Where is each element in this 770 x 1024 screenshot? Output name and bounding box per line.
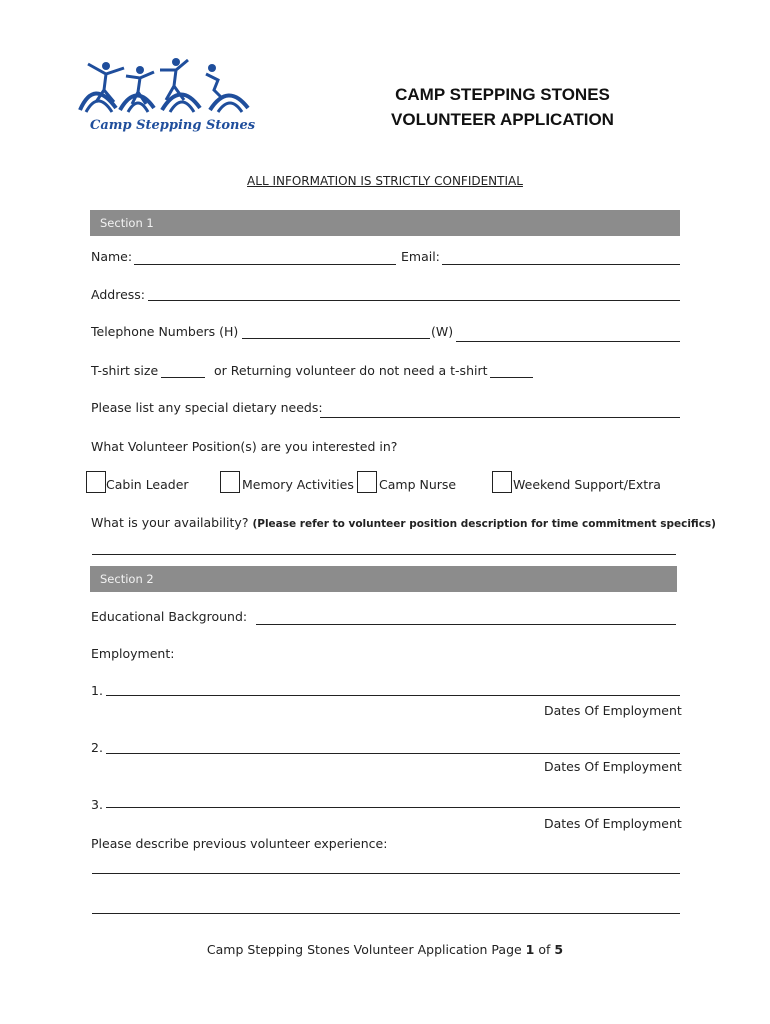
dietary-needs-field[interactable] bbox=[320, 417, 680, 418]
name-label: Name: bbox=[91, 249, 133, 264]
footer-text: Camp Stepping Stones Volunteer Application Page bbox=[206, 942, 526, 957]
employment-number-3: 3. bbox=[91, 797, 103, 812]
tshirt-size-field[interactable] bbox=[161, 377, 205, 378]
cabin-leader-label: Cabin Leader bbox=[106, 477, 189, 492]
employment-field-3[interactable] bbox=[106, 807, 680, 808]
confidential-notice: ALL INFORMATION IS STRICTLY CONFIDENTIAL bbox=[247, 174, 523, 188]
volunteer-experience-field-1[interactable] bbox=[92, 873, 680, 874]
logo-text: Camp Stepping Stones bbox=[90, 118, 256, 133]
dietary-needs-label: Please list any special dietary needs: bbox=[91, 400, 323, 415]
returning-volunteer-label: or Returning volunteer do not need a t-shirt bbox=[214, 363, 488, 378]
page-title-line2: VOLUNTEER APPLICATION bbox=[391, 110, 614, 129]
availability-note: (Please refer to volunteer position description for time commitment specifics) bbox=[252, 518, 716, 530]
employment-field-1[interactable] bbox=[106, 695, 680, 696]
section-2-header: Section 2 bbox=[90, 566, 677, 592]
education-field[interactable] bbox=[256, 624, 676, 625]
phone-work-label: (W) bbox=[431, 324, 454, 339]
phone-work-field[interactable] bbox=[456, 341, 680, 342]
memory-activities-label: Memory Activities bbox=[242, 477, 354, 492]
returning-volunteer-field[interactable] bbox=[490, 377, 533, 378]
employment-label: Employment: bbox=[91, 646, 175, 661]
availability-question: What is your availability? bbox=[91, 515, 249, 530]
dates-of-employment-3: Dates Of Employment bbox=[544, 816, 682, 831]
address-label: Address: bbox=[91, 287, 145, 302]
email-label: Email: bbox=[401, 249, 440, 264]
memory-activities-checkbox[interactable] bbox=[220, 471, 240, 493]
volunteer-experience-field-2[interactable] bbox=[92, 913, 680, 914]
positions-question: What Volunteer Position(s) are you interested in? bbox=[91, 439, 398, 454]
weekend-support-checkbox[interactable] bbox=[492, 471, 512, 493]
camp-nurse-label: Camp Nurse bbox=[379, 477, 457, 492]
page-footer bbox=[0, 942, 770, 957]
name-field[interactable] bbox=[134, 264, 396, 265]
footer-page-total: 5 bbox=[554, 942, 564, 957]
employment-number-2: 2. bbox=[91, 740, 103, 755]
availability-label bbox=[91, 515, 716, 530]
employment-number-1: 1. bbox=[91, 683, 103, 698]
availability-field[interactable] bbox=[92, 554, 676, 555]
volunteer-experience-label: Please describe previous volunteer experience: bbox=[91, 836, 388, 851]
address-field[interactable] bbox=[148, 300, 680, 301]
page-title-line1: CAMP STEPPING STONES bbox=[395, 85, 610, 104]
education-label: Educational Background: bbox=[91, 609, 248, 624]
email-field[interactable] bbox=[442, 264, 680, 265]
dates-of-employment-2: Dates Of Employment bbox=[544, 759, 682, 774]
dates-of-employment-1: Dates Of Employment bbox=[544, 703, 682, 718]
employment-field-2[interactable] bbox=[106, 753, 680, 754]
phone-home-field[interactable] bbox=[242, 338, 430, 339]
footer-page-number: 1 bbox=[525, 942, 535, 957]
tshirt-size-label: T-shirt size bbox=[91, 363, 159, 378]
footer-of: of bbox=[534, 942, 555, 957]
weekend-support-label: Weekend Support/Extra bbox=[513, 477, 661, 492]
section-1-header: Section 1 bbox=[90, 210, 680, 236]
camp-logo bbox=[76, 58, 261, 140]
cabin-leader-checkbox[interactable] bbox=[86, 471, 106, 493]
camp-nurse-checkbox[interactable] bbox=[357, 471, 377, 493]
phone-home-label: Telephone Numbers (H) bbox=[91, 324, 239, 339]
